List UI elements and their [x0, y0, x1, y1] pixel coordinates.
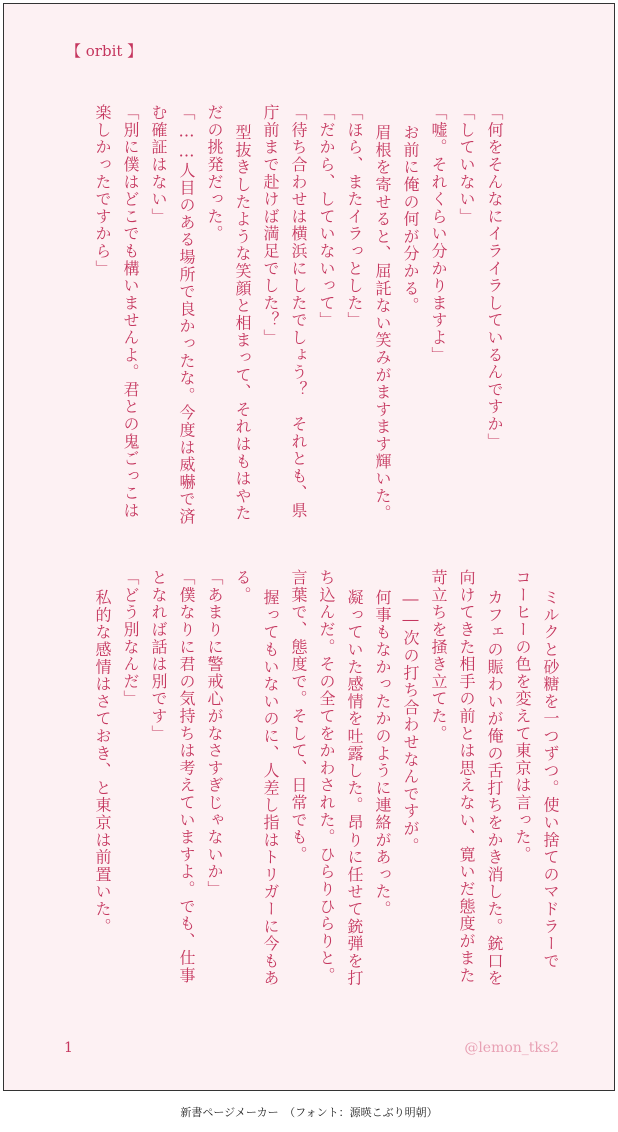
page-number: 1 [64, 1040, 73, 1056]
page-title: 【 orbit 】 [66, 42, 143, 60]
text-column: 何事もなかったかのように連絡があった。 [373, 589, 392, 918]
text-column: 「どう別なんだ」 [121, 569, 140, 708]
text-column: 「何をそんなにイライラしているんですか」 [485, 104, 504, 450]
text-column: 苛立ちを掻き立てた。 [429, 569, 448, 742]
text-column: 「だから、していないって」 [317, 104, 336, 329]
text-column: ――次の打ち合わせなんですが。 [401, 589, 420, 855]
text-column: 向けてきた相手の前とは思えない、寛いだ態度がまた [457, 569, 476, 985]
text-column: 「僕なりに君の気持ちは考えていますよ。でも、仕事 [177, 569, 196, 985]
text-column: 「嘘。それくらい分かりますよ」 [429, 104, 448, 364]
text-column: ミルクと砂糖を一つずつ。使い捨てのマドラーで [541, 589, 560, 970]
text-column: 庁前まで赴けば満足でした？」 [261, 104, 280, 347]
author-handle: @lemon_tks2 [464, 1040, 559, 1056]
text-column: 「していない」 [457, 104, 476, 226]
text-column: 握ってもいないのに、人差し指はトリガーに今もあ [261, 589, 280, 987]
text-column: コーヒーの色を変えて東京は言った。 [513, 569, 532, 864]
text-column: となれば話は別です」 [149, 569, 168, 742]
generator-caption: 新書ページメーカー （フォント：源暎こぶり明朝） [180, 1106, 438, 1119]
text-column: 私的な感情はさておき、と東京は前置いた。 [93, 589, 112, 935]
text-column: 言葉で、態度で。そして、日常でも。 [289, 569, 308, 864]
book-page [3, 3, 615, 1091]
text-column: 凝っていた感情を吐露した。昂りに任せて銃弾を打 [345, 589, 364, 987]
text-column: 型抜きしたような笑顔と相まって、それはもはやた [233, 124, 252, 522]
text-column: 「あまりに警戒心がなさすぎじゃないか」 [205, 569, 224, 898]
text-column: カフェの賑わいが俺の舌打ちをかき消した。銃口を [485, 589, 504, 987]
text-column: お前に俺の何が分かる。 [401, 124, 420, 315]
text-column: ち込んだ。その全てをかわされた。ひらりひらりと。 [317, 569, 336, 985]
text-column: む確証はない」 [149, 104, 168, 226]
text-column: 眉根を寄せると、屈託ない笑みがますます輝いた。 [373, 124, 392, 522]
text-column: る。 [233, 569, 252, 604]
text-column: 「待ち合わせは横浜にしたでしょう？ それとも、県 [289, 104, 308, 520]
text-column: 「ほら、またイラっとした」 [345, 104, 364, 329]
text-column: 「別に僕はどこでも構いませんよ。君との鬼ごっこは [121, 104, 140, 520]
text-column: 「……人目のある場所で良かったな。今度は威嚇で済 [177, 104, 196, 526]
text-column: だの挑発だった。 [205, 104, 224, 243]
text-column: 楽しかったですから」 [93, 104, 112, 277]
